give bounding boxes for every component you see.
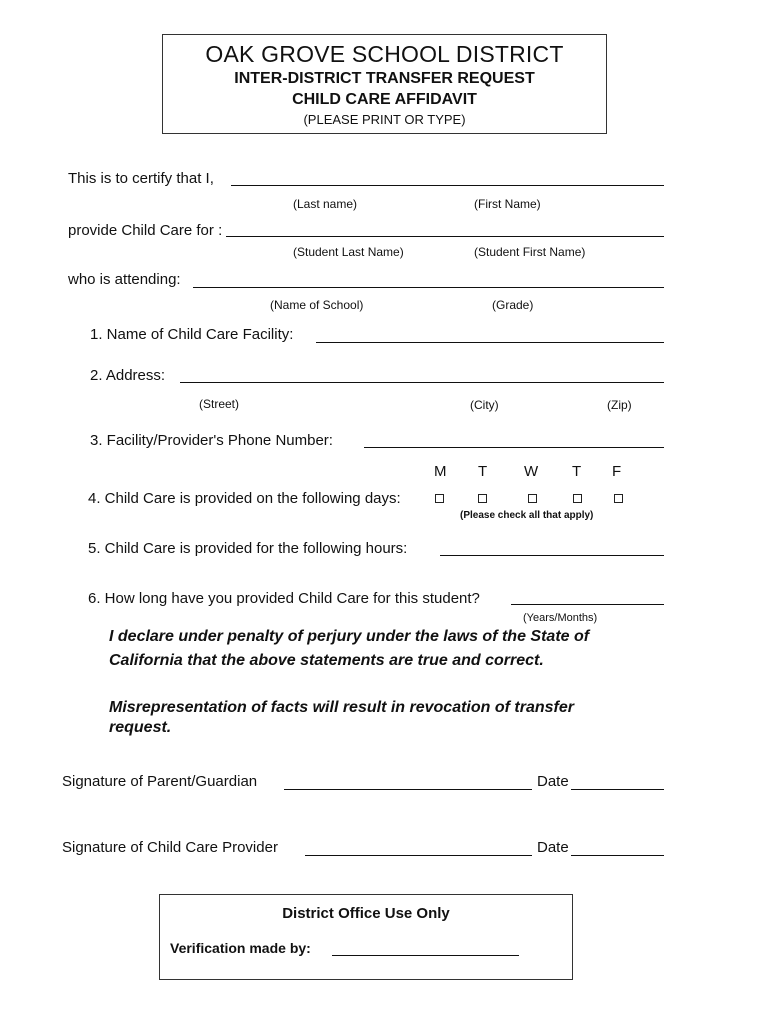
school-field[interactable] <box>193 287 664 288</box>
provider-date-label: Date <box>537 839 569 856</box>
parent-date-label: Date <box>537 773 569 790</box>
phone-label: 3. Facility/Provider's Phone Number: <box>90 432 333 449</box>
days-note: (Please check all that apply) <box>460 510 594 521</box>
day-label-fri: F <box>612 463 622 480</box>
office-use-box <box>159 894 573 980</box>
declaration-line-3: Misrepresentation of facts will result in revocation of transfer <box>109 699 574 716</box>
provider-signature-label: Signature of Child Care Provider <box>62 839 278 856</box>
verification-label: Verification made by: <box>170 940 311 956</box>
provider-date-field[interactable] <box>571 855 664 856</box>
parent-date-field[interactable] <box>571 789 664 790</box>
office-use-title: District Office Use Only <box>282 905 450 922</box>
zip-caption: (Zip) <box>607 398 632 412</box>
checkbox-mon[interactable] <box>435 494 444 503</box>
provide-label: provide Child Care for : <box>68 222 223 239</box>
provider-signature-field[interactable] <box>305 855 532 856</box>
checkbox-fri[interactable] <box>614 494 623 503</box>
checkbox-wed[interactable] <box>528 494 537 503</box>
hours-field[interactable] <box>440 555 664 556</box>
guardian-name-field[interactable] <box>231 185 664 186</box>
facility-name-field[interactable] <box>316 342 664 343</box>
grade-caption: (Grade) <box>492 298 534 312</box>
day-label-wed: W <box>524 463 539 480</box>
duration-label: 6. How long have you provided Child Care for this student? <box>88 590 480 607</box>
declaration-line-4: request. <box>109 719 172 736</box>
address-label: 2. Address: <box>90 367 166 384</box>
student-last-caption: (Student Last Name) <box>293 245 404 259</box>
print-instruction: (PLEASE PRINT OR TYPE) <box>303 112 466 127</box>
district-name: OAK GROVE SCHOOL DISTRICT <box>205 41 564 67</box>
student-name-field[interactable] <box>226 236 664 237</box>
attending-label: who is attending: <box>68 271 181 288</box>
day-label-mon: M <box>434 463 447 480</box>
checkbox-tue[interactable] <box>478 494 487 503</box>
form-title: INTER-DISTRICT TRANSFER REQUEST <box>234 70 535 87</box>
day-label-thu: T <box>572 463 582 480</box>
days-label: 4. Child Care is provided on the following days: <box>88 490 401 507</box>
address-field[interactable] <box>180 382 664 383</box>
parent-signature-field[interactable] <box>284 789 532 790</box>
parent-signature-label: Signature of Parent/Guardian <box>62 773 258 790</box>
form-header <box>162 34 607 134</box>
school-caption: (Name of School) <box>270 298 364 312</box>
city-caption: (City) <box>470 398 499 412</box>
hours-label: 5. Child Care is provided for the following hours: <box>88 540 408 557</box>
last-name-caption: (Last name) <box>293 197 358 211</box>
certify-label: This is to certify that I, <box>68 170 214 187</box>
street-caption: (Street) <box>199 397 240 411</box>
declaration-line-1: I declare under penalty of perjury under the laws of the State of <box>109 628 590 645</box>
first-name-caption: (First Name) <box>474 197 541 211</box>
checkbox-thu[interactable] <box>573 494 582 503</box>
day-label-tue: T <box>478 463 488 480</box>
duration-field[interactable] <box>511 604 664 605</box>
facility-name-label: 1. Name of Child Care Facility: <box>90 326 294 343</box>
declaration-line-2: California that the above statements are true and correct. <box>109 652 544 669</box>
years-months-caption: (Years/Months) <box>523 612 598 624</box>
phone-field[interactable] <box>364 447 664 448</box>
form-subtitle: CHILD CARE AFFIDAVIT <box>292 91 477 108</box>
student-first-caption: (Student First Name) <box>474 245 586 259</box>
verification-field[interactable] <box>332 955 519 956</box>
